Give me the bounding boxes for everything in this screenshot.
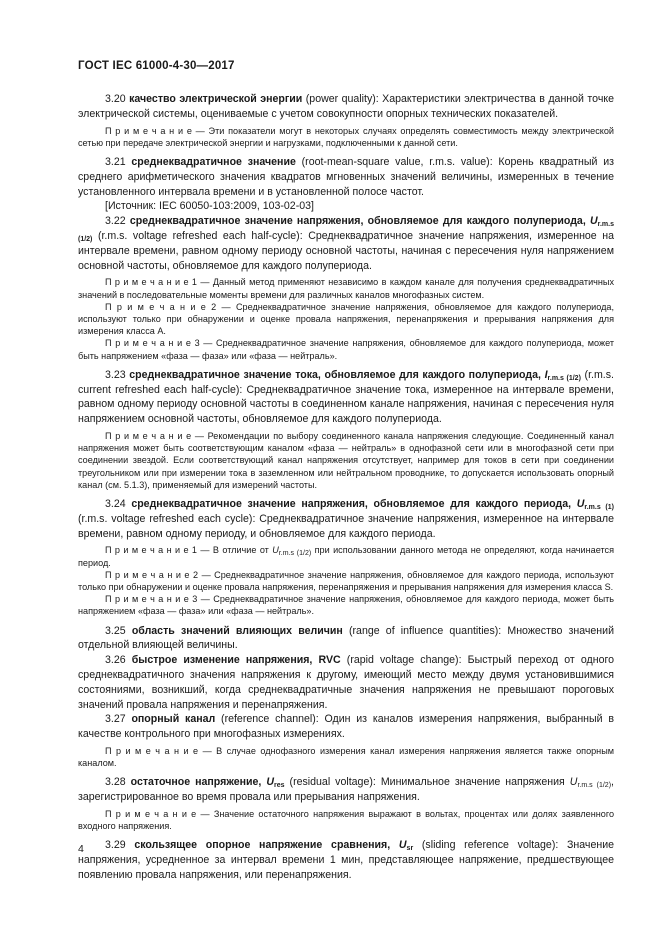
definition-3-20 [78,92,614,122]
clause-number: 3.25 [105,624,126,637]
definition-3-25 [78,624,614,654]
term: среднеквадратичное значение напряжения, обновляемое для каждого периода, [131,498,572,510]
note-text: — Среднеквадратичное значение напряжения, обновляемое для каждого полупериода, может быть напряжением «фаза — фаза» или «фаза — нейтраль». [78,338,614,361]
term: среднеквадратичное значение напряжения, обновляемое для каждого полупериода, [129,215,586,228]
note-label: П р и м е ч а н и е [105,808,197,819]
clause-number: 3.20 [105,93,126,105]
definition-text: (r.m.s. voltage refreshed each half-cycle): Среднеквадратичное значение напряжения, измеренное на интервале времени, равном одному периоду основной частоты, начиная с пересечения нуля напряжением основной частоты, обновляемое для каждого полупериода. [78,229,614,272]
note-text: — Эти показатели могут в некоторых случаях определять совместимость между электрической сетью при передаче электрической энергии и нагрузками, подключенными к данной сети. [78,125,614,148]
note-label: П р и м е ч а н и е 2 [105,301,217,312]
term: быстрое изменение напряжения, RVC [131,654,341,667]
term: качество электрической энергии [129,93,303,105]
note-label: П р и м е ч а н и е [105,125,192,136]
source-reference: [Источник: IEC 60050-103:2009, 103-02-03] [105,200,314,213]
note-label: П р и м е ч а н и е 3 [105,338,200,349]
definition-text: (r.m.s. current refreshed each half-cycle): Среднеквадратичное значение тока, измеренное на интервале времени, равном одному периоду основной частоты в соединенном канале напряжения, начиная с пересечения нуля напряжением основной частоты, обновляемое для каждого полупериода. [78,368,614,426]
symbol: U [576,498,585,510]
note-3-22-1 [78,276,614,300]
definition-text: (reference channel): Один из каналов измерения напряжения, выбранный в качестве контрольного при многофазных измерениях. [78,713,614,741]
note-text: — Рекомендации по выбору соединенного канала напряжения следующие. Соединенный канал напряжения может быть соответствующим каналом «фаза — нейтраль» в однофазной сети или в многофазной сети при соединении звездой. Если соответствующий канал напряжения отсутствует, например для токов в сети при соединении треугольником или при измерении тока в заземленном или нейтральном проводнике, то допускается использовать опорный канал (см. 5.1.3), применяемый для измерений частоты. [78,430,614,490]
definition-text: (residual voltage): Минимальное значение напряжения [284,776,570,789]
definition-3-26 [78,653,614,712]
clause-number: 3.28 [105,776,126,789]
document-body [78,92,614,883]
document-header: ГОСТ IEC 61000-4-30—2017 [78,60,235,72]
page-number: 4 [78,843,84,855]
term: среднеквадратичное значение тока, обновляемое для каждого полупериода, [129,368,541,381]
term: остаточное напряжение, [130,776,262,789]
definition-text: , зарегистрированное во время провала или прерывания напряжения. [78,776,614,804]
symbol-subscript: r.m.s (1/2) [547,374,581,382]
definition-text: (r.m.s. voltage refreshed each cycle): Среднеквадратичное значение напряжения, измеренное на интервале времени, равном одному периоду, и обновляемое для каждого периода. [78,512,614,540]
clause-number: 3.27 [105,713,126,726]
clause-number: 3.24 [105,498,126,510]
note-text: — Данный метод применяют независимо в каждом канале для получения среднеквадратичных значений в последовательные моменты времени для различных каналов многофазных систем. [78,277,614,300]
symbol: U [569,776,578,789]
symbol-subscript: res [274,782,285,790]
note-text: — Среднеквадратичное значение напряжения, обновляемое для каждого периода, используют только при обнаружении и оценке провала напряжения, перенапряжения и прерывания напряжения для измерения класса S. [78,569,614,592]
symbol-subscript: r.m.s (1/2) [78,221,614,243]
definition-text: (rapid voltage change): Быстрый переход от одного среднеквадратичного значения напряжения к другому, имеющий место между двумя установившимися состояниями, возникший, когда среднеквадратичные значения напряжения не превышают пороговых значений провала напряжения и перенапряжения. [78,654,614,711]
symbol: U [589,215,598,228]
note-label: П р и м е ч а н и е 1 [105,277,197,288]
note-3-24-1 [78,544,614,568]
clause-number: 3.26 [105,654,126,667]
term: среднеквадратичное значение [131,156,296,168]
symbol-subscript: r.m.s (1/2) [577,782,612,790]
definition-text: (sliding reference voltage): Значение напряжения, усредненное за интервал времени 1 мин, представляющее напряжение, предшествующее появлению провала напряжения, или перенапряжения. [78,839,615,881]
symbol: U [266,776,275,789]
definition-3-24 [78,497,614,541]
definition-text: (root-mean-square value, r.m.s. value): Корень квадратный из среднего арифметического значения квадратов мгновенных значений величины, измеренных в течение установленного интервала времени и в установленной полосе частот. [78,156,614,198]
term: скользящее опорное напряжение сравнения, [134,839,391,852]
definition-3-29 [78,838,614,882]
note-label: П р и м е ч а н и е 1 [105,545,197,556]
note-text: — Значение остаточного напряжения выражают в вольтах, процентах или долях заявленного входного напряжения. [78,808,614,832]
note-text: — Среднеквадратичное значение напряжения, обновляемое для каждого полупериода, используют только при обнаружении и оценке провала напряжения, перенапряжения и прерывания напряжения для измерения класса A. [78,301,614,337]
clause-number: 3.22 [105,215,126,228]
note-text: — Среднеквадратичное значение напряжения, обновляемое для каждого периода, может быть напряжением «фаза — фаза» или «фаза — нейтраль». [78,594,615,617]
definition-3-21 [78,155,614,199]
symbol-subscript: r.m.s (1/2) [278,550,312,558]
note-3-22-3 [78,337,614,361]
definition-text: (power quality): Характеристики электричества в данной точке электрической системы, оцениваемые с учетом совокупности опорных технических показателей. [78,93,614,120]
note-3-24-3 [78,593,614,617]
definition-3-28 [78,775,614,805]
symbol-subscript: r.m.s (1) [584,504,614,511]
note-text: при использовании данного метода не определяют, когда начинается период. [78,545,614,568]
symbol-subscript: sr [406,845,414,853]
definition-3-23 [78,368,614,427]
symbol: I [544,368,548,381]
definition-3-22 [78,214,614,273]
note-3-28 [78,808,614,832]
note-3-24-2 [78,569,614,593]
symbol: U [398,839,407,852]
definition-3-27 [78,712,614,742]
note-3-20 [78,125,614,149]
note-label: П р и м е ч а н и е [105,745,199,756]
clause-number: 3.29 [105,839,126,852]
note-3-23 [78,430,614,491]
clause-number: 3.21 [105,156,126,168]
term: область значений влияющих величин [131,624,343,637]
note-text: — В отличие от [196,545,273,556]
note-label: П р и м е ч а н и е 3 [105,594,198,605]
note-label: П р и м е ч а н и е 2 [105,569,199,580]
symbol: U [272,545,279,556]
note-3-22-2 [78,301,614,338]
note-label: П р и м е ч а н и е [105,430,192,441]
term: опорный канал [131,713,216,726]
definition-text: (range of influence quantities): Множество значений отдельной влияющей величины. [78,624,614,652]
note-3-27 [78,745,614,769]
clause-number: 3.23 [105,368,126,381]
note-text: — В случае однофазного измерения канал измерения напряжения является также опорным каналом. [78,745,614,769]
